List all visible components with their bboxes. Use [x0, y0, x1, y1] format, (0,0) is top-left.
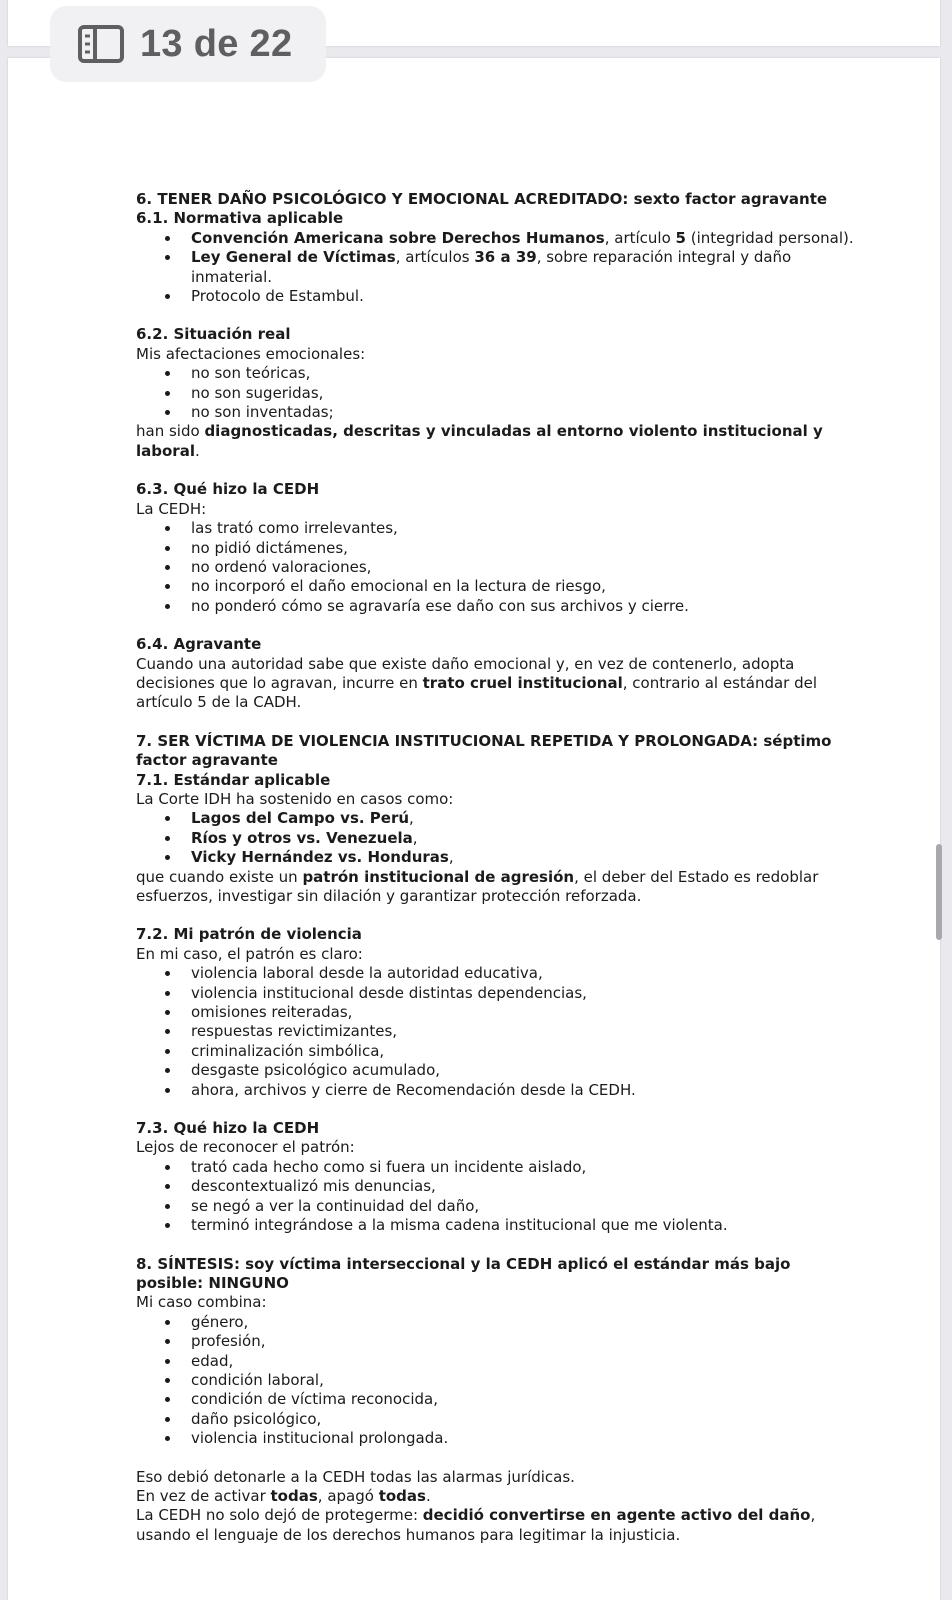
- paragraph: En mi caso, el patrón es claro:: [136, 944, 363, 963]
- list-item: violencia institucional prolongada.: [191, 1429, 856, 1448]
- list-8: [136, 1313, 856, 1449]
- section-8-title: 8. SÍNTESIS: soy víctima interseccional y la CEDH aplicó el estándar más bajo posible: NINGUNO: [136, 1254, 791, 1292]
- section-6-1-title: 6.1. Normativa aplicable: [136, 209, 344, 228]
- list-item: respuestas revictimizantes,: [191, 1022, 856, 1041]
- list-item: no son teóricas,: [191, 364, 856, 383]
- list-item: Ley General de Víctimas, artículos 36 a 39, sobre reparación integral y daño inmaterial.: [191, 248, 856, 287]
- list-item: género,: [191, 1313, 856, 1332]
- section-7-2-title: 7.2. Mi patrón de violencia: [136, 925, 362, 944]
- list-item: no pidió dictámenes,: [191, 539, 856, 558]
- list-item: violencia laboral desde la autoridad educativa,: [191, 964, 856, 983]
- list-item: se negó a ver la continuidad del daño,: [191, 1197, 856, 1216]
- paragraph: La CEDH no solo dejó de protegerme: decidió convertirse en agente activo del daño, usando el lenguaje de los derechos humanos para legitimar la injusticia.: [136, 1506, 816, 1544]
- list-item: omisiones reiteradas,: [191, 1003, 856, 1022]
- list-item: Vicky Hernández vs. Honduras,: [191, 848, 856, 867]
- page-indicator[interactable]: [50, 6, 326, 82]
- list-item: no incorporó el daño emocional en la lectura de riesgo,: [191, 577, 856, 596]
- list-7-1: [136, 809, 856, 867]
- list-item: no ordenó valoraciones,: [191, 558, 856, 577]
- section-6-4-title: 6.4. Agravante: [136, 635, 262, 654]
- paragraph: Mi caso combina:: [136, 1293, 267, 1312]
- list-item: Lagos del Campo vs. Perú,: [191, 809, 856, 828]
- section-7-3-title: 7.3. Qué hizo la CEDH: [136, 1119, 320, 1138]
- section-6-3-title: 6.3. Qué hizo la CEDH: [136, 480, 320, 499]
- list-item: profesión,: [191, 1332, 856, 1351]
- list-item: condición laboral,: [191, 1371, 856, 1390]
- list-item: desgaste psicológico acumulado,: [191, 1061, 856, 1080]
- section-7-1-title: 7.1. Estándar aplicable: [136, 770, 331, 789]
- page-counter: 13 de 22: [140, 22, 293, 65]
- paragraph: han sido diagnosticadas, descritas y vinculadas al entorno violento institucional y laboral.: [136, 422, 823, 460]
- list-item: ahora, archivos y cierre de Recomendación desde la CEDH.: [191, 1081, 856, 1100]
- section-7-title: 7. SER VÍCTIMA DE VIOLENCIA INSTITUCIONAL REPETIDA Y PROLONGADA: séptimo factor agravante: [136, 731, 832, 770]
- list-7-3: [136, 1158, 856, 1236]
- section-6-title: 6. TENER DAÑO PSICOLÓGICO Y EMOCIONAL ACREDITADO: sexto factor agravante: [136, 190, 828, 208]
- paragraph: Lejos de reconocer el patrón:: [136, 1138, 355, 1157]
- list-item: daño psicológico,: [191, 1410, 856, 1429]
- list-item: violencia institucional desde distintas dependencias,: [191, 984, 856, 1003]
- list-item: no son sugeridas,: [191, 384, 856, 403]
- list-7-2: [136, 964, 856, 1100]
- paragraph: Cuando una autoridad sabe que existe daño emocional y, en vez de contenerlo, adopta decisiones que lo agravan, incurre en trato cruel institucional, contrario al estándar del artículo 5 de la CADH.: [136, 654, 818, 712]
- paragraph: La CEDH:: [136, 499, 207, 518]
- paragraph: Mis afectaciones emocionales:: [136, 344, 366, 363]
- list-item: Ríos y otros vs. Venezuela,: [191, 829, 856, 848]
- list-item: trató cada hecho como si fuera un incidente aislado,: [191, 1158, 856, 1177]
- list-item: descontextualizó mis denuncias,: [191, 1177, 856, 1196]
- list-6-2: [136, 364, 856, 422]
- list-item: no ponderó cómo se agravaría ese daño con sus archivos y cierre.: [191, 597, 856, 616]
- scrollbar-thumb[interactable]: [936, 844, 942, 940]
- list-item: edad,: [191, 1352, 856, 1371]
- list-item: criminalización simbólica,: [191, 1042, 856, 1061]
- list-item: Protocolo de Estambul.: [191, 287, 856, 306]
- document-body: [136, 190, 856, 1545]
- list-item: no son inventadas;: [191, 403, 856, 422]
- paragraph: En vez de activar todas, apagó todas.: [136, 1486, 431, 1505]
- paragraph: La Corte IDH ha sostenido en casos como:: [136, 789, 454, 808]
- page-thumbnails-icon[interactable]: [78, 25, 124, 63]
- paragraph: Eso debió detonarle a la CEDH todas las alarmas jurídicas.: [136, 1467, 575, 1486]
- list-6-1: [136, 229, 856, 307]
- list-item: condición de víctima reconocida,: [191, 1390, 856, 1409]
- list-item: Convención Americana sobre Derechos Humanos, artículo 5 (integridad personal).: [191, 229, 856, 248]
- list-item: las trató como irrelevantes,: [191, 519, 856, 538]
- list-item: terminó integrándose a la misma cadena institucional que me violenta.: [191, 1216, 856, 1235]
- section-6-2-title: 6.2. Situación real: [136, 325, 291, 344]
- paragraph: que cuando existe un patrón institucional de agresión, el deber del Estado es redoblar esfuerzos, investigar sin dilación y garantizar protección reforzada.: [136, 867, 819, 905]
- list-6-3: [136, 519, 856, 616]
